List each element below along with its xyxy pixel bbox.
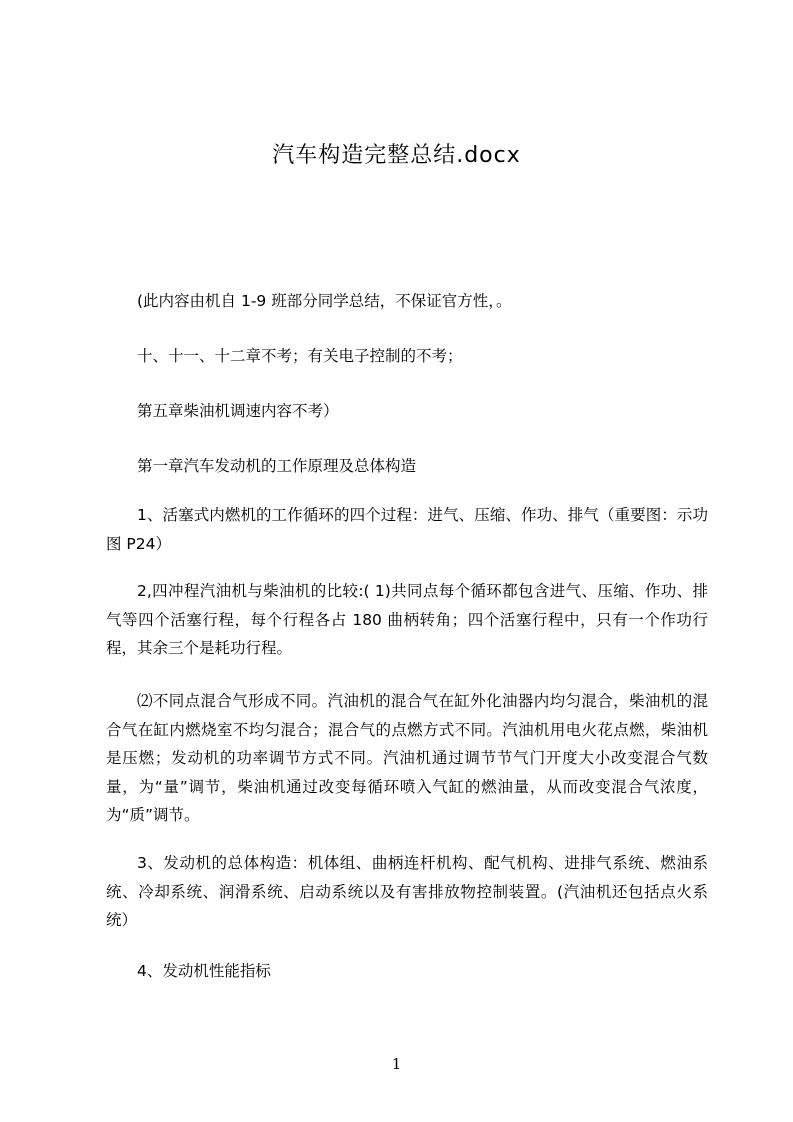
paragraph-item-2-differences: ⑵不同点混合气形成不同。汽油机的混合气在缸外化油器内均匀混合，柴油机的混合气在缸内燃烧室不均匀混合；混合气的点燃方式不同。汽油机用电火花点燃，柴油机是压燃；发动机的功率调节方式不同。汽油机通过调节节气门开度大小改变混合气数量，为“量”调节，柴油机通过改变每循环喷入气缸的燃油量，从而改变混合气浓度，为“质”调节。 — [106, 692, 708, 824]
paragraph-item-2: 2,四冲程汽油机与柴油机的比较:( 1)共同点每个循环都包含进气、压缩、作功、排气等四个活塞行程，每个行程各占 180 曲柄转角；四个活塞行程中，只有一个作功行程，其余三个是耗功行程。 — [106, 582, 708, 657]
document-title: 汽车构造完整总结.docx — [272, 143, 521, 168]
paragraph-exclusions-chapters: 十、十一、十二章不考；有关电子控制的不考； — [137, 347, 463, 365]
page-number: 1 — [391, 1055, 402, 1073]
chapter-heading: 第一章汽车发动机的工作原理及总体构造 — [137, 457, 417, 475]
paragraph-disclaimer: (此内容由机自 1-9 班部分同学总结，不保证官方性，。 — [137, 292, 512, 310]
paragraph-item-3: 3、发动机的总体构造：机体组、曲柄连杆机构、配气机构、进排气系统、燃油系统、冷却系统、润滑系统、启动系统以及有害排放物控制装置。(汽油机还包括点火系统） — [106, 854, 708, 929]
paragraph-item-4: 4、发动机性能指标 — [137, 962, 271, 980]
paragraph-item-1: 1、活塞式内燃机的工作循环的四个过程：进气、压缩、作功、排气（重要图：示功图 P24） — [106, 506, 708, 553]
paragraph-exclusions-chapter5: 第五章柴油机调速内容不考） — [137, 402, 339, 420]
